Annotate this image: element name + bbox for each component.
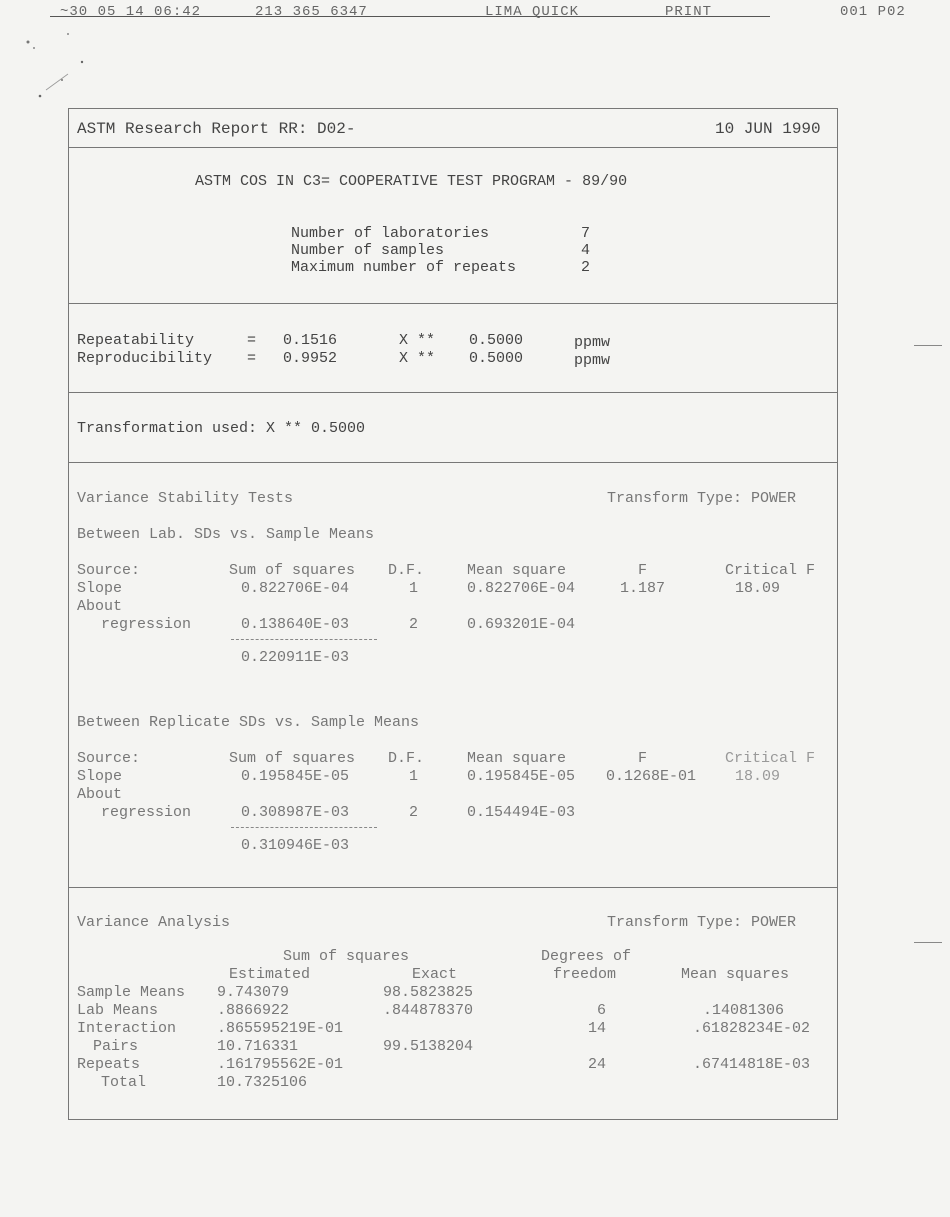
col-f: F [638, 750, 648, 767]
row-label: About [77, 598, 123, 615]
col-source: Source: [77, 750, 141, 767]
cell-exact: .844878370 [383, 1002, 474, 1019]
row-label: Interaction [77, 1020, 177, 1037]
cell-estimated: 10.716331 [217, 1038, 299, 1055]
fax-print: PRINT [665, 4, 713, 20]
cell-mean-square: 0.693201E-04 [467, 616, 576, 633]
report-frame [68, 108, 838, 1120]
program-section [69, 147, 837, 276]
row-label: regression [101, 616, 192, 633]
summary-value: 2 [581, 259, 591, 276]
col-exact: Exact [412, 966, 458, 983]
cell-sum-squares: 0.822706E-04 [241, 580, 350, 597]
col-df: D.F. [388, 562, 425, 579]
stability-title: Variance Stability Tests [77, 490, 294, 507]
precision-op: X ** [399, 332, 436, 349]
col-source: Source: [77, 562, 141, 579]
col-df: D.F. [388, 750, 425, 767]
row-label: Sample Means [77, 984, 186, 1001]
precision-exponent: 0.5000 [469, 350, 524, 367]
col-sum-squares: Sum of squares [229, 562, 356, 579]
summary-label: Number of laboratories [291, 225, 490, 242]
col-sum-squares: Sum of squares [229, 750, 356, 767]
cell-sum-squares: 0.308987E-03 [241, 804, 350, 821]
fax-page: 001 P02 [840, 4, 906, 20]
col-mean-square: Mean square [467, 750, 567, 767]
row-label: Total [101, 1074, 147, 1091]
precision-exponent: 0.5000 [469, 332, 524, 349]
cell-mean-squares: .61828234E-02 [693, 1020, 811, 1037]
row-label: Slope [77, 580, 123, 597]
col-estimated: Estimated [229, 966, 311, 983]
sum-rule [231, 639, 377, 640]
precision-unit: ppmw [574, 352, 611, 369]
col-critical-f: Critical F [725, 750, 816, 767]
row-label: Pairs [93, 1038, 139, 1055]
col-mean-squares: Mean squares [681, 966, 790, 983]
cell-mean-squares: .14081306 [703, 1002, 785, 1019]
precision-eq: = [247, 332, 257, 349]
precision-eq: = [247, 350, 257, 367]
summary-value: 4 [581, 242, 591, 259]
cell-total: 0.310946E-03 [241, 837, 350, 854]
fax-sender: LIMA QUICK [485, 4, 580, 20]
row-label: Repeats [77, 1056, 141, 1073]
cell-exact: 98.5823825 [383, 984, 474, 1001]
report-title: ASTM Research Report RR: D02- [77, 120, 356, 138]
stability-transform-type: Transform Type: POWER [607, 490, 797, 507]
analysis-transform-type: Transform Type: POWER [607, 914, 797, 931]
cell-exact: 99.5138204 [383, 1038, 474, 1055]
precision-op: X ** [399, 350, 436, 367]
summary-label: Maximum number of repeats [291, 259, 517, 276]
col-mean-square: Mean square [467, 562, 567, 579]
precision-value: 0.9952 [283, 350, 338, 367]
stability-section [69, 462, 837, 854]
cell-df: 6 [597, 1002, 607, 1019]
precision-section [69, 303, 837, 369]
cell-f: 0.1268E-01 [606, 768, 697, 785]
analysis-section [69, 887, 837, 1091]
cell-df: 24 [588, 1056, 607, 1073]
col-freedom: freedom [553, 966, 617, 983]
cell-total: 0.220911E-03 [241, 649, 350, 666]
summary-value: 7 [581, 225, 591, 242]
cell-sum-squares: 0.138640E-03 [241, 616, 350, 633]
row-label: Lab Means [77, 1002, 159, 1019]
col-degrees: Degrees of [541, 948, 632, 965]
cell-estimated: 10.7325106 [217, 1074, 308, 1091]
cell-critical-f: 18.09 [735, 768, 781, 785]
cell-df: 2 [409, 616, 419, 633]
cell-mean-square: 0.822706E-04 [467, 580, 576, 597]
cell-sum-squares: 0.195845E-05 [241, 768, 350, 785]
cell-mean-square: 0.154494E-03 [467, 804, 576, 821]
transformation-text: Transformation used: X ** 0.5000 [77, 420, 366, 437]
lab-subtitle: Between Lab. SDs vs. Sample Means [77, 526, 375, 543]
program-title: ASTM COS IN C3= COOPERATIVE TEST PROGRAM - 89/90 [195, 173, 628, 190]
margin-mark [914, 345, 942, 346]
fax-phone: 213 365 6347 [255, 4, 368, 20]
sum-rule [231, 827, 377, 828]
col-sum-squares: Sum of squares [283, 948, 410, 965]
margin-mark [914, 942, 942, 943]
scan-specks [20, 30, 110, 110]
report-date: 10 JUN 1990 [715, 120, 821, 138]
cell-mean-square: 0.195845E-05 [467, 768, 576, 785]
cell-estimated: .8866922 [217, 1002, 290, 1019]
cell-estimated: .161795562E-01 [217, 1056, 344, 1073]
row-label: regression [101, 804, 192, 821]
precision-unit: ppmw [574, 334, 611, 351]
precision-value: 0.1516 [283, 332, 338, 349]
cell-f: 1.187 [620, 580, 666, 597]
cell-df: 1 [409, 580, 419, 597]
cell-df: 1 [409, 768, 419, 785]
fax-header [30, 4, 930, 24]
rep-subtitle: Between Replicate SDs vs. Sample Means [77, 714, 420, 731]
precision-label: Repeatability [77, 332, 195, 349]
cell-estimated: .865595219E-01 [217, 1020, 344, 1037]
cell-estimated: 9.743079 [217, 984, 290, 1001]
cell-mean-squares: .67414818E-03 [693, 1056, 811, 1073]
summary-label: Number of samples [291, 242, 445, 259]
row-label: Slope [77, 768, 123, 785]
cell-df: 14 [588, 1020, 607, 1037]
col-f: F [638, 562, 648, 579]
row-label: About [77, 786, 123, 803]
col-critical-f: Critical F [725, 562, 816, 579]
transformation-section [69, 392, 837, 437]
fax-timestamp: ~30 05 14 06:42 [60, 4, 202, 20]
precision-label: Reproducibility [77, 350, 213, 367]
analysis-title: Variance Analysis [77, 914, 231, 931]
cell-df: 2 [409, 804, 419, 821]
cell-critical-f: 18.09 [735, 580, 781, 597]
